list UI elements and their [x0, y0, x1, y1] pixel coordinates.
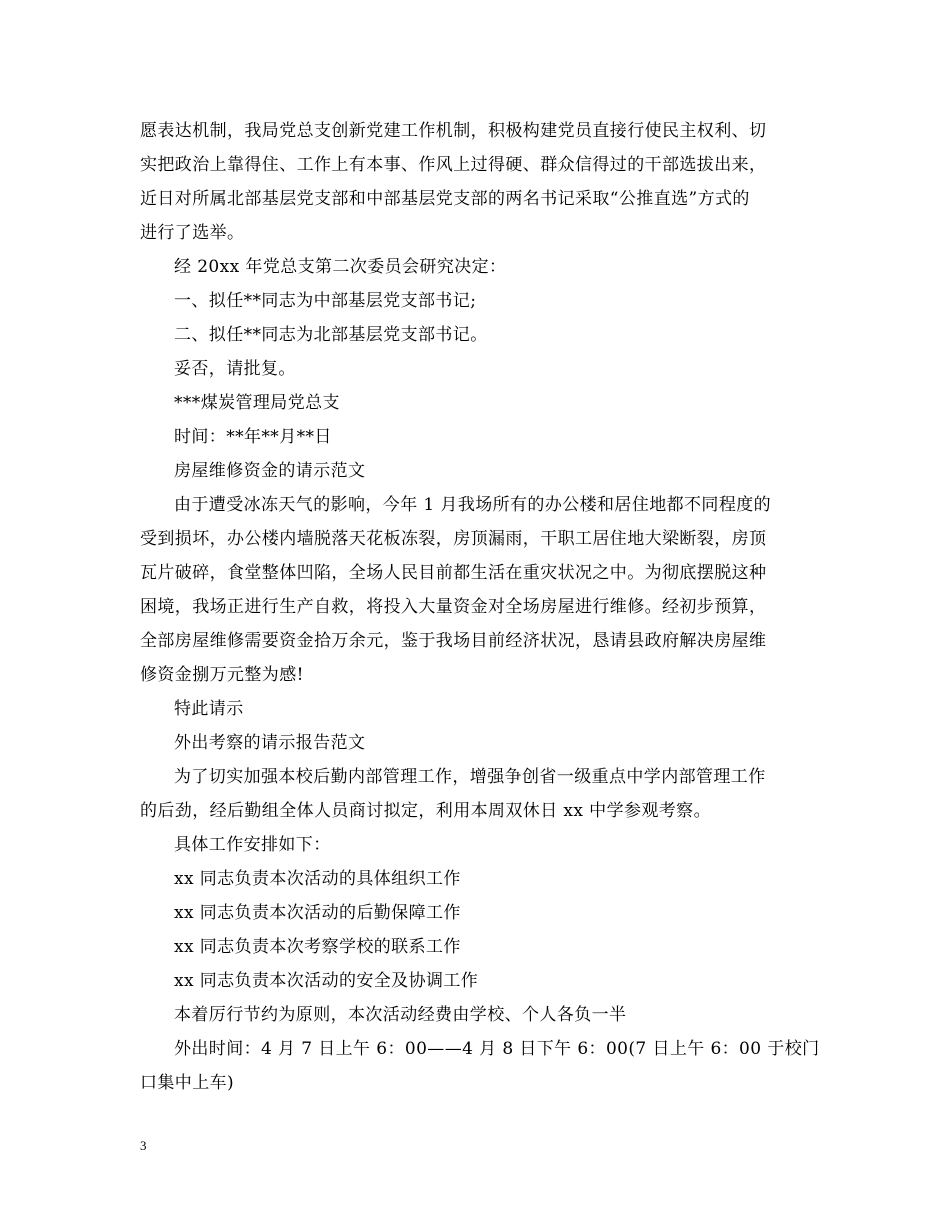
text-line: 由于遭受冰冻天气的影响，今年 1 月我场所有的办公楼和居住地都不同程度的: [174, 495, 772, 515]
text-line: 二、拟任**同志为北部基层党支部书记。: [174, 325, 488, 345]
text-line: 特此请示: [174, 699, 244, 719]
text-line: 的后劲，经后勤组全体人员商讨拟定，利用本周双休日 xx 中学参观考察。: [140, 801, 711, 821]
text-line: 修资金捌万元整为感!: [140, 665, 304, 685]
text-line: 外出考察的请示报告范文: [174, 733, 366, 753]
text-line: 实把政治上靠得住、工作上有本事、作风上过得硬、群众信得过的干部选拔出来，: [140, 155, 767, 175]
text-line: 为了切实加强本校后勤内部管理工作，增强争创省一级重点中学内部管理工作: [174, 767, 766, 787]
text-line: xx 同志负责本次活动的安全及协调工作: [174, 971, 479, 991]
document-body: [140, 114, 820, 1100]
text-line: xx 同志负责本次考察学校的联系工作: [174, 937, 461, 957]
text-line: 外出时间：4 月 7 日上午 6：00——4 月 8 日下午 6：00(7 日上午 6：00 于校门: [174, 1039, 820, 1059]
text-line: 时间：**年**月**日: [174, 427, 332, 447]
text-line: 受到损坏，办公楼内墙脱落天花板冻裂，房顶漏雨，干职工居住地大梁断裂，房顶: [140, 529, 767, 549]
text-line: 妥否，请批复。: [174, 359, 296, 379]
text-line: 困境，我场正进行生产自救，将投入大量资金对全场房屋进行维修。经初步预算，: [140, 597, 767, 617]
text-line: xx 同志负责本次活动的具体组织工作: [174, 869, 461, 889]
text-line: 愿表达机制，我局党总支创新党建工作机制，积极构建党员直接行使民主权利、切: [140, 121, 767, 141]
text-line: 口集中上车): [140, 1073, 235, 1093]
page-number: 3: [140, 1138, 147, 1153]
text-line: 进行了选举。: [140, 223, 245, 243]
text-line: 本着厉行节约为原则，本次活动经费由学校、个人各负一半: [174, 1005, 627, 1025]
text-line: ***煤炭管理局党总支: [174, 393, 340, 413]
text-line: 近日对所属北部基层党支部和中部基层党支部的两名书记采取“公推直选”方式的: [140, 189, 750, 209]
text-line: xx 同志负责本次活动的后勤保障工作: [174, 903, 461, 923]
text-line: 房屋维修资金的请示范文: [174, 461, 366, 481]
text-line: 一、拟任**同志为中部基层党支部书记;: [174, 291, 477, 311]
text-line: 全部房屋维修需要资金拾万余元，鉴于我场目前经济状况，恳请县政府解决房屋维: [140, 631, 767, 651]
text-line: 瓦片破碎，食堂整体凹陷，全场人民目前都生活在重灾状况之中。为彻底摆脱这种: [140, 563, 767, 583]
text-line: 经 20xx 年党总支第二次委员会研究决定：: [174, 257, 507, 277]
text-line: 具体工作安排如下：: [174, 835, 331, 855]
